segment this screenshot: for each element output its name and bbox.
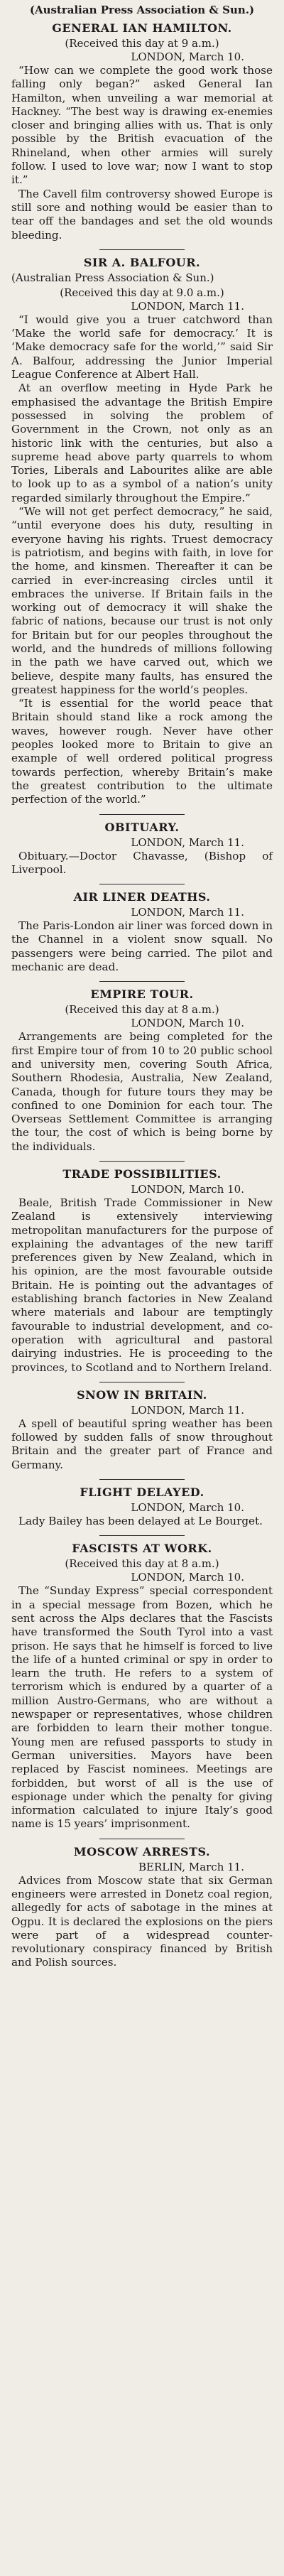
article-dateline: LONDON, March 10. xyxy=(131,1571,244,1584)
article-dateline: LONDON, March 11. xyxy=(131,906,244,919)
article-dateline: LONDON, March 10. xyxy=(131,50,244,63)
article-dateline: BERLIN, March 11. xyxy=(138,1860,244,1873)
article-dateline: LONDON, March 11. xyxy=(131,299,244,313)
section-divider xyxy=(99,981,185,982)
news-article xyxy=(11,249,273,807)
article-paragraph: Lady Bailey has been delayed at Le Bourget. xyxy=(18,1515,263,1528)
received-notice: (Received this day at 9.0 a.m.) xyxy=(60,286,224,299)
received-notice: (Received this day at 9 a.m.) xyxy=(65,37,219,50)
article-paragraph: “I would give you a truer catchword than ‘Make the world safe for democracy.’ It is ‘Make democracy safe for the world,’” said Sir A. Balfour, addressing the Junior Imperial League Conference at Albert Hall. xyxy=(11,313,273,381)
section-divider xyxy=(99,1535,185,1536)
news-article xyxy=(11,884,273,974)
news-article xyxy=(11,1161,273,1375)
articles-list xyxy=(11,21,273,1970)
article-dateline: LONDON, March 10. xyxy=(131,1501,244,1515)
article-paragraph: “It is essential for the world peace that Britain should stand like a rock among the waves, however rough. Never have other peoples looked more to Britain to give an example of well ordered political progress towards perfection, whereby Britain’s make the greatest contribution to the ultimate perfection of the world.” xyxy=(11,697,273,806)
article-headline: GENERAL IAN HAMILTON. xyxy=(52,21,232,35)
article-paragraph: Advices from Moscow state that six German engineers were arrested in Donetz coal region, allegedly for acts of sabotage in the mines at Ogpu. It is declared the explosions on the piers were part of a widespread counter-revolutionary conspiracy financed by British and Polish sources. xyxy=(11,1873,273,1969)
received-notice: (Received this day at 8 a.m.) xyxy=(65,1557,219,1571)
news-article xyxy=(11,981,273,1154)
news-article xyxy=(11,1382,273,1472)
article-paragraph: Obituary.—Doctor Chavasse, (Bishop of Liverpool. xyxy=(11,849,273,876)
news-article xyxy=(11,21,273,242)
article-dateline: LONDON, March 10. xyxy=(131,1183,244,1196)
article-paragraph: Beale, British Trade Commissioner in New Zealand is extensively interviewing metropolitan manufacturers for the purpose of explaining the advantages of the new tariff preferences given by New Zealand, which in his opinion, are the most favourable outside Britain. He is pointing out the advantages of establishing branch factories in New Zealand where materials and labour are temptingly favourable to industrial development, and co-operation with agricultural and pastoral dairying industries. He is proceeding to the provinces, to Scotland and to Northern Ireland. xyxy=(11,1196,273,1374)
article-paragraph: Arrangements are being completed for the first Empire tour of from 10 to 20 public school and university men, covering South Africa, Southern Rhodesia, Australia, New Zealand, Canada, though for future tours they may be confined to one Dominion for each tour. The Overseas Settlement Committee is arranging the tour, the cost of which is being borne by the individuals. xyxy=(11,1030,273,1153)
news-article xyxy=(11,1479,273,1528)
section-divider xyxy=(99,814,185,815)
received-notice: (Received this day at 8 a.m.) xyxy=(65,1003,219,1017)
article-headline: FLIGHT DELAYED. xyxy=(80,1485,204,1500)
article-paragraph: “How can we complete the good work those falling only began?” asked General Ian Hamilton, when unveiling a war memorial at Hackney. “The best way is drawing ex-enemies closer and bringing allies with us. That is only possible by the British evacuation of the Rhineland, when other armies will surely follow. I used to love war; now I want to stop it.” xyxy=(11,64,273,187)
article-headline: AIR LINER DEATHS. xyxy=(73,890,211,904)
article-paragraph: The “Sunday Express” special correspondent in a special message from Bozen, which he sent across the Alps declares that the Fascists have transformed the South Tyrol into a vast prison. He says that he himself is forced to live the life of a hunted criminal or spy in order to learn the truth. He refers to a system of terrorism which is endured by a quarter of a million Austro-Germans, who are without a newspaper or representatives, whose children are forbidden to learn their mother tongue. Young men are refused passports to study in German universities. Mayors have been replaced by Fascist nominees. Meetings are forbidden, but worst of all is the use of espionage under which the penalty for giving information calculated to injure Italy’s good name is 15 years’ imprisonment. xyxy=(11,1584,273,1831)
article-paragraph: “We will not get perfect democracy,” he said, “until everyone does his duty, resulting in everyone having his rights. Truest democracy is patriotism, and begins with faith, in love for the home, and kinsmen. Thereafter it can be carried in ever-increasing circles until it embraces the universe. If Britain fails in the working out of democracy it will shake the fabric of nations, because our trust is not only for Britain but for our peoples throughout the world, and the hundreds of millions following in the path we have carved out, which we believe, despite many faults, has ensured the greatest happiness for the world’s peoples. xyxy=(11,505,273,696)
article-paragraph: The Paris-London air liner was forced down in the Channel in a violent snow squall. No passengers were being carried. The pilot and mechanic are dead. xyxy=(11,919,273,974)
article-dateline: LONDON, March 10. xyxy=(131,1017,244,1030)
article-headline: SNOW IN BRITAIN. xyxy=(77,1387,207,1402)
article-paragraph: At an overflow meeting in Hyde Park he emphasised the advantage the British Empire possessed in solving the problem of Government in the Crown, not only as an historic link with the centuries, but also a supreme head above party quarrels to whom Tories, Liberals and Labourites alike are able to look up to as a symbol of a nation’s unity regarded similarly throughout the Empire.” xyxy=(11,381,273,504)
article-headline: MOSCOW ARRESTS. xyxy=(73,1844,211,1858)
article-dateline: LONDON, March 11. xyxy=(131,1403,244,1417)
news-article xyxy=(11,1535,273,1831)
section-divider xyxy=(99,1479,185,1480)
press-association-credit: (Australian Press Association & Sun.) xyxy=(29,4,255,16)
article-credit: (Australian Press Association & Sun.) xyxy=(11,271,214,284)
section-divider xyxy=(99,1161,185,1162)
article-paragraph: A spell of beautiful spring weather has been followed by sudden falls of snow throughout Britain and the greater part of France and Germany. xyxy=(11,1417,273,1471)
news-article xyxy=(11,814,273,877)
news-article xyxy=(11,1839,273,1970)
article-headline: OBITUARY. xyxy=(104,820,180,834)
article-headline: SIR A. BALFOUR. xyxy=(83,255,201,269)
article-headline: EMPIRE TOUR. xyxy=(90,987,194,1002)
section-divider xyxy=(99,249,185,250)
article-headline: FASCISTS AT WORK. xyxy=(72,1542,212,1556)
article-paragraph: The Cavell film controversy showed Europe is still sore and nothing would be easier than to tear off the bandages and set the old wounds bleeding. xyxy=(11,187,273,242)
article-dateline: LONDON, March 11. xyxy=(131,835,244,849)
article-headline: TRADE POSSIBILITIES. xyxy=(62,1167,222,1181)
